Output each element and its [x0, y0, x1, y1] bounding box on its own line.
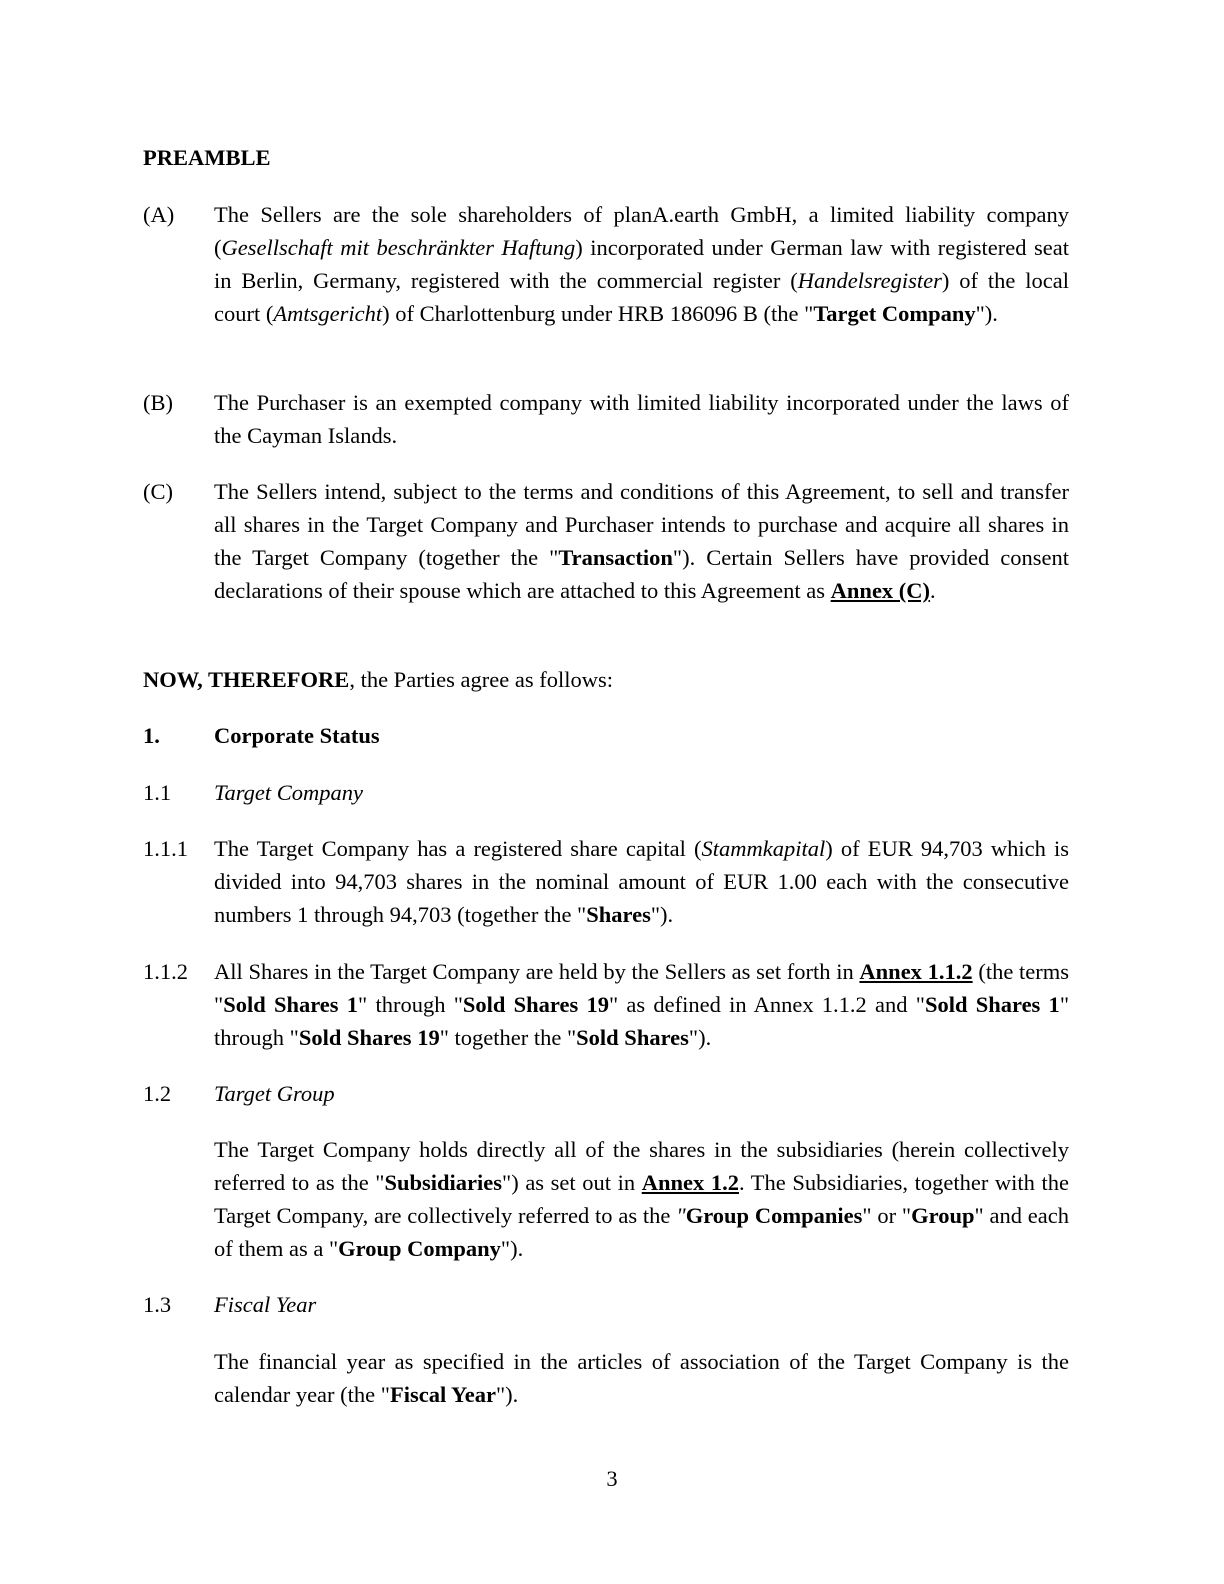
annex-reference: Annex (C) — [830, 578, 931, 603]
section-1-1-1-number: 1.1.1 — [143, 836, 188, 861]
section-1-2-text: The Target Company holds directly all of the shares in the subsidiaries (herein collectively referred to as the "Subsidiaries") as set out in Annex 1.2. The Subsidiaries, together with the Target Company, are collectively referred to as the "Group Companies" or "Group" and each of them as a "Group Company"). — [214, 1137, 1069, 1261]
defined-term: Shares — [586, 902, 651, 927]
recital-c-text: The Sellers intend, subject to the terms and conditions of this Agreement, to sell and transfer all shares in the Target Company and Purchaser intends to purchase and acquire all shares in the Target Company (together the "Transaction"). Certain Sellers have provided consent declarations of their spouse which are attached to this Agreement as Annex (C). — [214, 479, 1069, 603]
preamble-heading: PREAMBLE — [143, 145, 271, 170]
defined-term: Transaction — [558, 545, 673, 570]
now-therefore-clause: NOW, THEREFORE, the Parties agree as follows: — [143, 667, 613, 692]
section-1-1-2-text: All Shares in the Target Company are held by the Sellers as set forth in Annex 1.1.2 (the terms "Sold Shares 1" through "Sold Shares 19" as defined in Annex 1.1.2 and "Sold Shares 1" through "Sold Shares 19" together the "Sold Shares"). — [214, 959, 1070, 1050]
recital-b-text: The Purchaser is an exempted company with limited liability incorporated under the laws of the Cayman Islands. — [214, 390, 1069, 448]
recital-b-label: (B) — [143, 390, 173, 415]
section-1-2-number: 1.2 — [143, 1081, 172, 1106]
defined-term: Target Company — [813, 301, 976, 326]
section-1-3-number: 1.3 — [143, 1292, 172, 1317]
section-1-number: 1. — [143, 723, 160, 748]
annex-reference: Annex 1.2 — [641, 1170, 739, 1195]
section-1-1-number: 1.1 — [143, 780, 172, 805]
section-1-1-1-text: The Target Company has a registered share capital (Stammkapital) of EUR 94,703 which is divided into 94,703 shares in the nominal amount of EUR 1.00 each with the consecutive numbers 1 through 94,703 (together the "Shares"). — [214, 836, 1069, 927]
section-1-title: Corporate Status — [214, 723, 380, 748]
section-1-3-title: Fiscal Year — [214, 1292, 317, 1317]
section-1-1-2-number: 1.1.2 — [143, 959, 188, 984]
annex-reference: Annex 1.1.2 — [859, 959, 973, 984]
recital-c-label: (C) — [143, 479, 173, 504]
section-1-2-title: Target Group — [214, 1081, 335, 1106]
section-1-3-text: The financial year as specified in the articles of association of the Target Company is the calendar year (the "Fiscal Year"). — [214, 1349, 1069, 1407]
recital-a-label: (A) — [143, 202, 175, 227]
section-1-1-title: Target Company — [214, 780, 363, 805]
recital-a-text: The Sellers are the sole shareholders of planA.earth GmbH, a limited liability company (Gesellschaft mit beschränkter Haftung) incorporated under German law with registered seat in Berlin, Germany, registered with the commercial register (Handelsregister) of the local court (Amtsgericht) of Charlottenburg under HRB 186096 B (the "Target Company"). — [214, 202, 1069, 326]
page-number: 3 — [606, 1466, 618, 1491]
